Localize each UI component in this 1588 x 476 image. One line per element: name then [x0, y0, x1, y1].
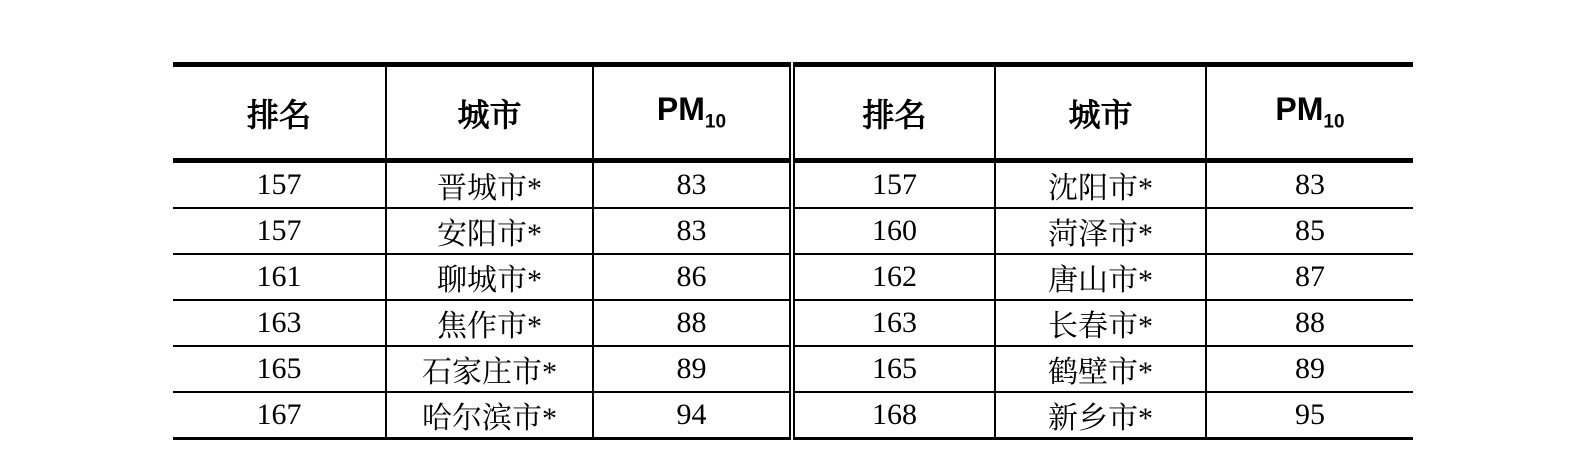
column-header-rank-right: 排名: [792, 65, 995, 161]
city-cell: 石家庄市*: [386, 346, 593, 392]
pm10-cell: 94: [593, 392, 792, 439]
city-cell: 焦作市*: [386, 300, 593, 346]
rank-cell: 162: [792, 254, 995, 300]
rank-cell: 163: [173, 300, 386, 346]
rank-cell: 165: [173, 346, 386, 392]
pm10-label: PM: [1275, 91, 1324, 128]
rank-cell: 160: [792, 208, 995, 254]
table-row: [173, 161, 1413, 209]
table-row: [173, 300, 1413, 346]
pm10-cell: 83: [593, 208, 792, 254]
city-cell: 哈尔滨市*: [386, 392, 593, 439]
rank-cell: 163: [792, 300, 995, 346]
pm10-cell: 89: [593, 346, 792, 392]
column-header-pm10-left: [593, 65, 792, 161]
rank-cell: 167: [173, 392, 386, 439]
table-row: [173, 254, 1413, 300]
pm10-cell: 88: [593, 300, 792, 346]
data-table: [173, 62, 1413, 440]
city-cell: 安阳市*: [386, 208, 593, 254]
column-header-rank-left: 排名: [173, 65, 386, 161]
city-cell: 鹤壁市*: [995, 346, 1206, 392]
city-cell: 长春市*: [995, 300, 1206, 346]
city-cell: 聊城市*: [386, 254, 593, 300]
pm10-cell: 83: [1206, 161, 1413, 209]
pm10-cell: 88: [1206, 300, 1413, 346]
header-row: [173, 65, 1413, 161]
column-header-city-left: 城市: [386, 65, 593, 161]
rank-cell: 168: [792, 392, 995, 439]
table-row: [173, 208, 1413, 254]
pm10-cell: 83: [593, 161, 792, 209]
pm10-subscript: 10: [1323, 111, 1345, 133]
rank-cell: 161: [173, 254, 386, 300]
pm10-cell: 95: [1206, 392, 1413, 439]
pm10-cell: 85: [1206, 208, 1413, 254]
column-header-city-right: 城市: [995, 65, 1206, 161]
pm10-label: PM: [656, 91, 705, 128]
rank-cell: 157: [173, 208, 386, 254]
city-cell: 晋城市*: [386, 161, 593, 209]
pm10-cell: 86: [593, 254, 792, 300]
city-cell: 新乡市*: [995, 392, 1206, 439]
city-cell: 沈阳市*: [995, 161, 1206, 209]
column-header-pm10-right: [1206, 65, 1413, 161]
rank-cell: 157: [173, 161, 386, 209]
pm10-ranking-table: [173, 62, 1413, 440]
pm10-cell: 89: [1206, 346, 1413, 392]
rank-cell: 165: [792, 346, 995, 392]
rank-cell: 157: [792, 161, 995, 209]
city-cell: 菏泽市*: [995, 208, 1206, 254]
table-row: [173, 346, 1413, 392]
table-row: [173, 392, 1413, 439]
city-cell: 唐山市*: [995, 254, 1206, 300]
pm10-cell: 87: [1206, 254, 1413, 300]
pm10-subscript: 10: [704, 111, 727, 133]
